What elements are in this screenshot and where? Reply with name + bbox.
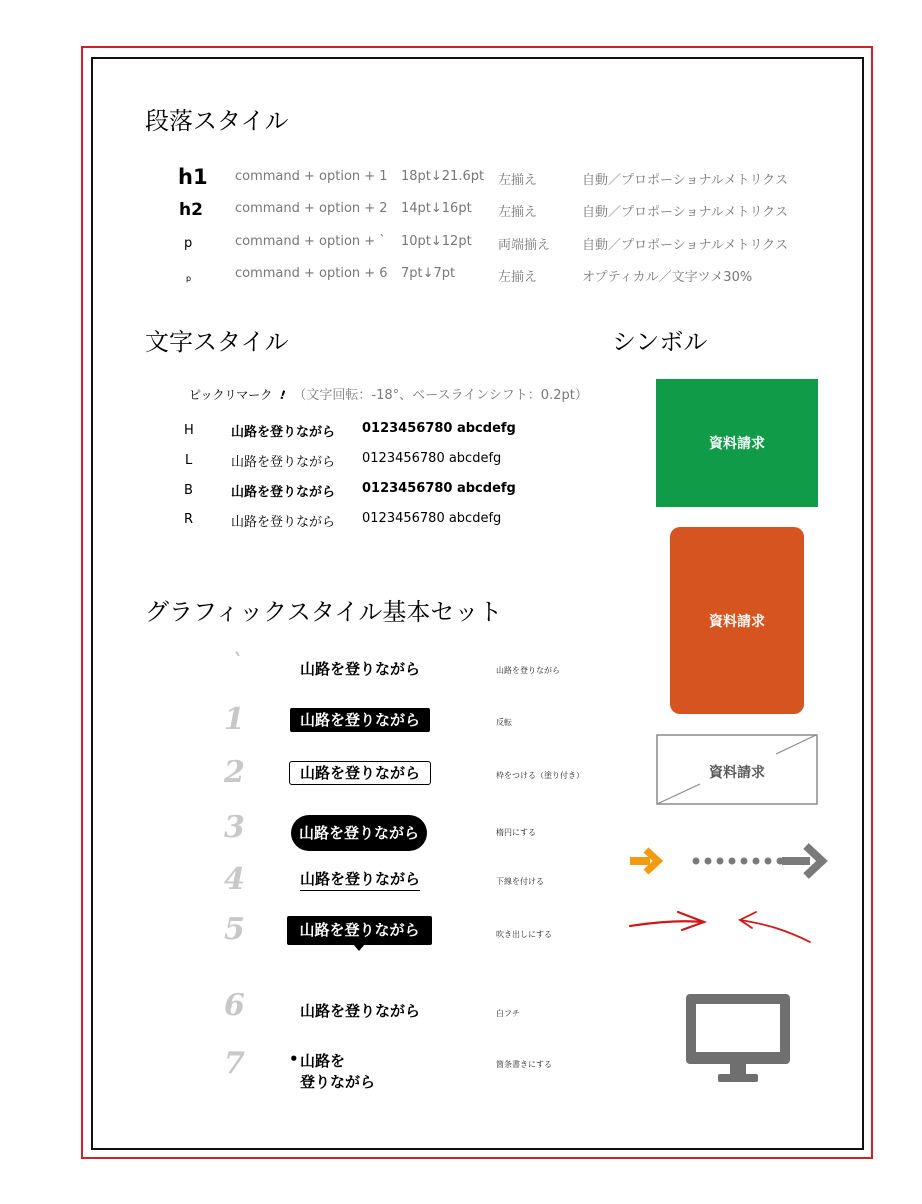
char-latin: 0123456780 abcdefg xyxy=(362,481,516,496)
para-size: 7pt↓7pt xyxy=(401,266,456,281)
char-key: L xyxy=(185,453,193,468)
graphic-note: 白フチ xyxy=(496,1009,520,1018)
graphic-num: 6 xyxy=(224,988,245,1023)
graphic-num: 5 xyxy=(224,912,245,947)
graphic-num: 7 xyxy=(224,1046,245,1081)
graphic-bullet: • xyxy=(289,1050,299,1068)
graphic-note: 反転 xyxy=(496,718,512,727)
graphic-styles-title: グラフィックスタイル基本セット xyxy=(145,598,503,626)
graphic-note: 楕円にする xyxy=(496,828,536,837)
graphic-num: 1 xyxy=(224,702,245,737)
char-jp: 山路を登りながら xyxy=(231,425,336,440)
graphic-note: 枠をつける（塗り付き） xyxy=(496,771,584,780)
graphic-text-ellipse: 山路を登りながら xyxy=(291,815,427,851)
graphic-text-bullet-line2: 登りながら xyxy=(300,1073,376,1091)
para-shortcut: command + option + 6 xyxy=(235,266,388,281)
para-kerning: 自動／プロポーショナルメトリクス xyxy=(582,238,789,253)
graphic-speech-bubble xyxy=(287,916,432,954)
char-key: B xyxy=(184,483,193,498)
graphic-note: 吹き出しにする xyxy=(496,930,552,939)
symbols-title: シンボル xyxy=(612,328,708,356)
monitor-icon xyxy=(684,992,792,1086)
graphic-text-inverted: 山路を登りながら xyxy=(290,708,430,732)
para-tag-h1: h1 xyxy=(178,165,208,189)
pick-mark-row xyxy=(189,384,588,403)
graphic-text-bullet-line1: 山路を xyxy=(300,1052,346,1070)
paragraph-styles-title: 段落スタイル xyxy=(145,107,289,135)
arrows-graphic xyxy=(626,842,834,882)
button-label: 資料請求 xyxy=(709,436,765,452)
pick-mark-glyph: ! xyxy=(278,387,288,403)
graphic-num: 3 xyxy=(224,810,245,845)
graphic-note: 下線を付ける xyxy=(496,877,544,886)
para-align: 左揃え xyxy=(498,173,538,188)
char-latin: 0123456780 abcdefg xyxy=(362,421,516,436)
char-key: H xyxy=(184,423,194,438)
char-jp: 山路を登りながら xyxy=(231,515,336,530)
character-styles-title: 文字スタイル xyxy=(145,328,289,356)
red-curved-arrow-icon xyxy=(740,912,810,942)
para-align: 左揃え xyxy=(498,270,538,285)
graphic-num: 2 xyxy=(224,755,245,790)
graphic-num: ` xyxy=(232,650,243,676)
outline-request-button[interactable] xyxy=(656,734,818,805)
para-shortcut: command + option + 2 xyxy=(235,201,388,216)
graphic-text-plain: 山路を登りながら xyxy=(300,660,421,678)
graphic-note: 山路を登りながら xyxy=(496,666,560,675)
button-label: 資料請求 xyxy=(709,765,765,781)
para-tag-p: p xyxy=(184,236,193,251)
para-size: 10pt↓12pt xyxy=(401,234,472,249)
green-request-button[interactable] xyxy=(656,379,818,507)
char-latin: 0123456780 abcdefg xyxy=(362,451,502,466)
graphic-text-framed: 山路を登りながら xyxy=(289,761,431,785)
button-label: 資料請求 xyxy=(709,613,765,630)
orange-arrow-icon xyxy=(630,850,658,872)
para-kerning: 自動／プロポーショナルメトリクス xyxy=(582,173,789,188)
para-align: 左揃え xyxy=(498,205,538,220)
para-size: 14pt↓16pt xyxy=(401,201,472,216)
graphic-text-white-edge: 山路を登りながら xyxy=(300,1002,421,1020)
para-shortcut: command + option + ` xyxy=(235,234,386,249)
char-latin: 0123456780 abcdefg xyxy=(362,511,502,526)
red-right-arrow-icon xyxy=(630,912,704,930)
pick-mark-note: （文字回転：-18°、ベースラインシフト：0.2pt） xyxy=(293,388,588,403)
dotted-arrow-icon xyxy=(693,846,823,876)
para-align: 両端揃え xyxy=(498,238,551,253)
para-tag-h2: h2 xyxy=(179,200,203,220)
char-key: R xyxy=(184,512,194,527)
para-tag-p-small: p xyxy=(186,274,192,283)
handdrawn-arrows-graphic xyxy=(626,902,816,950)
orange-request-button[interactable] xyxy=(670,527,804,714)
para-shortcut: command + option + 1 xyxy=(235,169,388,184)
para-kerning: オプティカル／文字ツメ30% xyxy=(582,270,753,285)
para-size: 18pt↓21.6pt xyxy=(401,169,485,184)
graphic-text-bubble: 山路を登りながら xyxy=(299,921,420,939)
char-jp: 山路を登りながら xyxy=(231,485,336,500)
para-kerning: 自動／プロポーショナルメトリクス xyxy=(582,205,789,220)
pick-mark-label: ピックリマーク xyxy=(189,388,273,402)
char-jp: 山路を登りながら xyxy=(231,455,336,470)
graphic-num: 4 xyxy=(224,862,245,897)
graphic-text-underline: 山路を登りながら xyxy=(300,868,420,891)
graphic-note: 箇条書きにする xyxy=(496,1060,552,1069)
